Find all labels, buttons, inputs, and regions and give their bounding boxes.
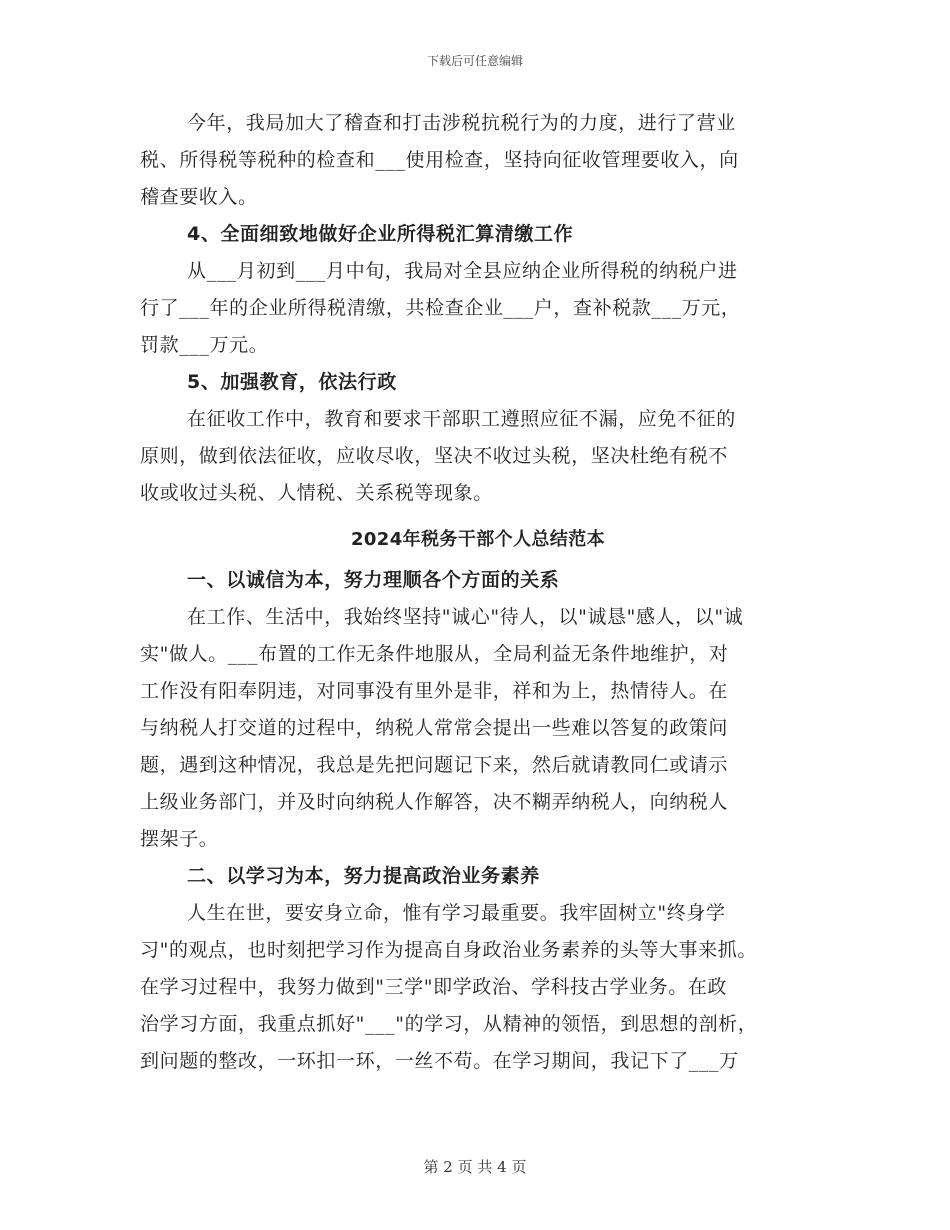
paragraph-line: 与纳税人打交道的过程中，纳税人常常会提出一些难以答复的政策问 [140, 717, 729, 739]
paragraph-line: 实"做人。___布置的工作无条件地服从，全局利益无条件地维护，对 [140, 643, 729, 665]
paragraph-line: 在学习过程中，我努力做到"三学"即学政治、学科技古学业务。在政 [140, 976, 728, 998]
page-number: 第 2 页 共 4 页 [423, 1158, 527, 1176]
part-heading-2: 二、以学习为本，努力提高政治业务素养 [187, 865, 540, 887]
part-heading-1: 一、以诚信为本，努力理顺各个方面的关系 [187, 569, 560, 591]
paragraph-line: 到问题的整改，一环扣一环，一丝不苟。在学习期间，我记下了___万 [140, 1050, 739, 1072]
paragraph-line: 在工作、生活中，我始终坚持"诚心"待人，以"诚恳"感人，以"诚 [187, 606, 744, 628]
paragraph-line: 治学习方面，我重点抓好"___"的学习，从精神的领悟，到思想的剖析， [140, 1013, 758, 1035]
paragraph-line: 稽查要收入。 [140, 186, 258, 208]
document-body [140, 105, 816, 1080]
paragraph-line: 工作没有阳奉阴违，对同事没有里外是非，祥和为上，热情待人。在 [140, 680, 729, 702]
paragraph-line: 收或收过头税、人情税、关系税等现象。 [140, 482, 493, 504]
page-header: 下载后可任意编辑 [426, 54, 523, 68]
section-heading-5: 5、加强教育，依法行政 [187, 371, 397, 393]
paragraph-line: 今年，我局加大了稽查和打击涉税抗税行为的力度，进行了营业 [187, 112, 736, 134]
paragraph-line: 在征收工作中，教育和要求干部职工遵照应征不漏，应免不征的 [187, 408, 736, 430]
paragraph-line: 从___月初到___月中旬，我局对全县应纳企业所得税的纳税户进 [187, 260, 738, 282]
paragraph-line: 上级业务部门，并及时向纳税人作解答，决不糊弄纳税人，向纳税人 [140, 791, 729, 813]
paragraph-line: 摆架子。 [140, 828, 219, 850]
paragraph-line: 题，遇到这种情况，我总是先把问题记下来，然后就请教同仁或请示 [140, 754, 729, 776]
paragraph-line: 行了___年的企业所得税清缴，共检查企业___户，查补税款___万元， [140, 297, 741, 319]
paragraph-line: 税、所得税等税种的检查和___使用检查，坚持向征收管理要收入，向 [140, 149, 739, 171]
paragraph-line: 原则，做到依法征收，应收尽收，坚决不收过头税，坚决杜绝有税不 [140, 445, 729, 467]
paragraph-line: 罚款___万元。 [140, 334, 269, 356]
section-heading-4: 4、全面细致地做好企业所得税汇算清缴工作 [187, 223, 574, 245]
document-title: 2024年税务干部个人总结范本 [350, 529, 606, 550]
paragraph-line: 人生在世，要安身立命，惟有学习最重要。我牢固树立"终身学 [187, 902, 726, 924]
paragraph-line: 习"的观点，也时刻把学习作为提高自身政治业务素养的头等大事来抓。 [140, 939, 757, 961]
